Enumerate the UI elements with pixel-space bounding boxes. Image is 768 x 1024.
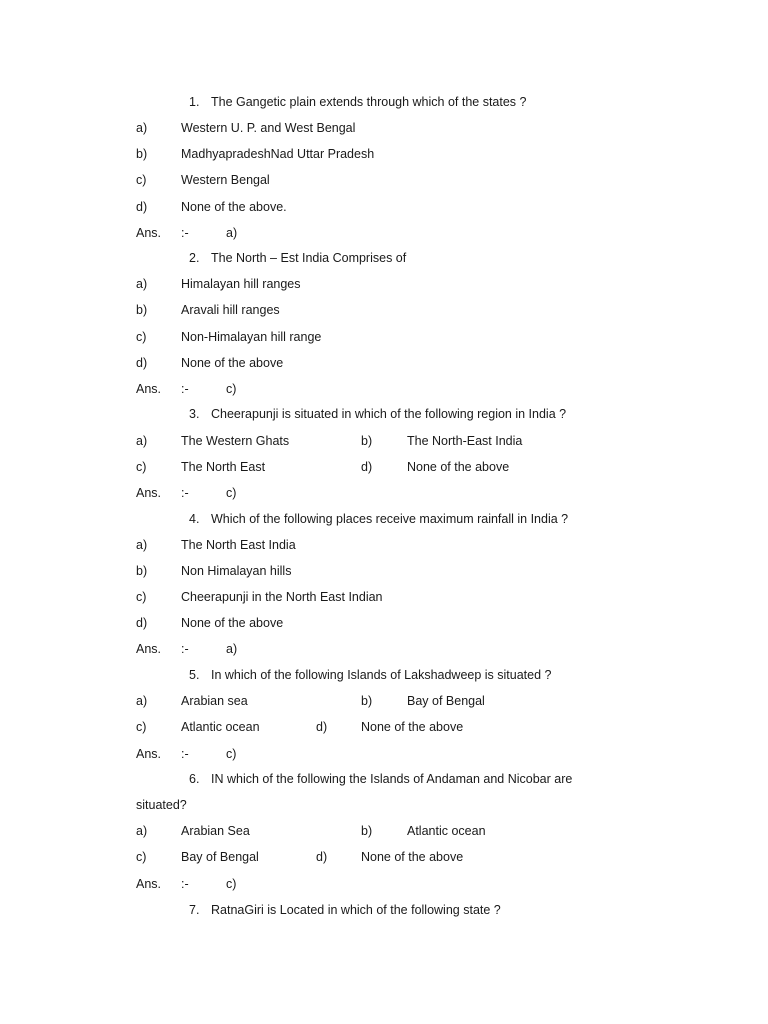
option-text: Bay of Bengal <box>181 850 259 864</box>
answer-separator: :- <box>181 747 189 761</box>
option-label: c) <box>136 173 147 187</box>
option-label: c) <box>136 720 147 734</box>
option-label: d) <box>361 460 373 474</box>
option-label: b) <box>136 147 148 161</box>
answer-prefix: Ans. <box>136 747 162 761</box>
question-number: 2. <box>189 251 200 265</box>
answer-separator: :- <box>181 642 189 656</box>
option-label: d) <box>136 616 148 630</box>
option-label: a) <box>136 538 148 552</box>
option-text: None of the above <box>361 720 464 734</box>
answer-prefix: Ans. <box>136 226 162 240</box>
option-label: a) <box>136 824 148 838</box>
option-label: c) <box>136 850 147 864</box>
option-text: Non Himalayan hills <box>181 564 292 578</box>
answer-value: c) <box>226 747 237 761</box>
question-number: 4. <box>189 512 200 526</box>
option-label: a) <box>136 121 148 135</box>
option-text: Western U. P. and West Bengal <box>181 121 356 135</box>
answer-value: a) <box>226 226 238 240</box>
option-label: a) <box>136 277 148 291</box>
question-number: 7. <box>189 903 200 917</box>
answer-separator: :- <box>181 877 189 891</box>
answer-separator: :- <box>181 226 189 240</box>
question-number: 5. <box>189 668 200 682</box>
option-text: Bay of Bengal <box>407 694 485 708</box>
question-text: Cheerapunji is situated in which of the following region in India ? <box>211 407 567 421</box>
answer-prefix: Ans. <box>136 642 162 656</box>
option-label: b) <box>361 824 373 838</box>
option-text: MadhyapradeshNad Uttar Pradesh <box>181 147 375 161</box>
question-text: In which of the following Islands of Lakshadweep is situated ? <box>211 668 552 682</box>
option-label: b) <box>361 694 373 708</box>
option-label: b) <box>136 564 148 578</box>
option-text: None of the above <box>181 356 284 370</box>
option-text: Atlantic ocean <box>181 720 260 734</box>
option-text: None of the above <box>361 850 464 864</box>
option-text: The Western Ghats <box>181 434 290 448</box>
option-text: Non-Himalayan hill range <box>181 330 322 344</box>
question-text: RatnaGiri is Located in which of the following state ? <box>211 903 501 917</box>
option-label: c) <box>136 330 147 344</box>
option-label: d) <box>136 200 148 214</box>
answer-prefix: Ans. <box>136 486 162 500</box>
question-text: IN which of the following the Islands of Andaman and Nicobar are <box>211 772 573 786</box>
option-text: Himalayan hill ranges <box>181 277 301 291</box>
option-label: b) <box>136 303 148 317</box>
answer-separator: :- <box>181 486 189 500</box>
option-text: None of the above <box>407 460 510 474</box>
option-text: Arabian Sea <box>181 824 250 838</box>
answer-value: c) <box>226 382 237 396</box>
question-text-continuation: situated? <box>136 798 187 812</box>
question-text: The Gangetic plain extends through which of the states ? <box>211 95 527 109</box>
option-text: Western Bengal <box>181 173 270 187</box>
question-number: 3. <box>189 407 200 421</box>
option-label: d) <box>136 356 148 370</box>
option-label: b) <box>361 434 373 448</box>
option-label: c) <box>136 590 147 604</box>
answer-value: c) <box>226 877 237 891</box>
option-text: Aravali hill ranges <box>181 303 280 317</box>
option-text: Arabian sea <box>181 694 248 708</box>
option-label: d) <box>316 720 328 734</box>
option-label: a) <box>136 694 148 708</box>
option-label: d) <box>316 850 328 864</box>
question-text: Which of the following places receive maximum rainfall in India ? <box>211 512 569 526</box>
option-text: None of the above <box>181 616 284 630</box>
option-text: The North East India <box>181 538 296 552</box>
answer-separator: :- <box>181 382 189 396</box>
option-text: The North East <box>181 460 266 474</box>
option-label: c) <box>136 460 147 474</box>
option-text: The North-East India <box>407 434 523 448</box>
option-label: a) <box>136 434 148 448</box>
answer-prefix: Ans. <box>136 877 162 891</box>
answer-value: c) <box>226 486 237 500</box>
option-text: None of the above. <box>181 200 287 214</box>
option-text: Cheerapunji in the North East Indian <box>181 590 383 604</box>
option-text: Atlantic ocean <box>407 824 486 838</box>
question-number: 6. <box>189 772 200 786</box>
answer-prefix: Ans. <box>136 382 162 396</box>
answer-value: a) <box>226 642 238 656</box>
question-number: 1. <box>189 95 200 109</box>
question-text: The North – Est India Comprises of <box>211 251 407 265</box>
